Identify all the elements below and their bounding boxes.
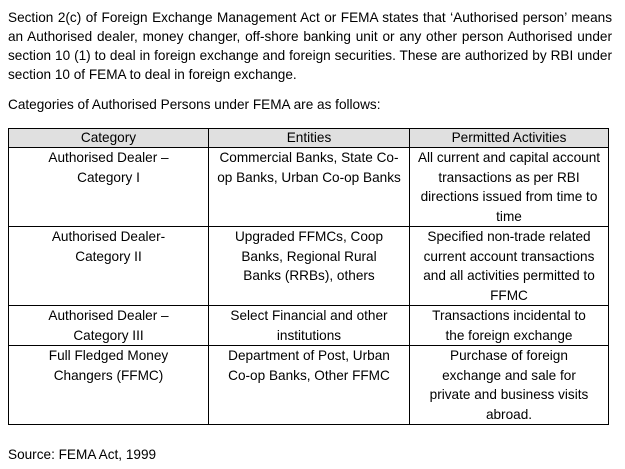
activities-cell: Specified non-trade related current account transactions and all activities permitted to FFMC [410,227,609,306]
header-category: Category [9,129,209,148]
entities-cell: Select Financial and other institutions [209,306,410,346]
table-header-row [9,129,609,148]
category-cell: Authorised Dealer – Category III [9,306,209,346]
activities-cell: Purchase of foreign exchange and sale for private and business visits abroad. [410,346,609,425]
category-cell: Authorised Dealer-Category II [9,227,209,306]
activities-cell: All current and capital account transactions as per RBI directions issued from time to time [410,148,609,227]
entities-cell: Upgraded FFMCs, Coop Banks, Regional Rural Banks (RRBs), others [209,227,410,306]
table-intro: Categories of Authorised Persons under FEMA are as follows: [8,97,381,112]
table-row [9,148,609,227]
table-row [9,306,609,346]
table-row [9,346,609,425]
category-cell: Authorised Dealer – Category I [9,148,209,227]
authorised-persons-table [8,128,609,425]
table-row [9,227,609,306]
intro-paragraph: Section 2(c) of Foreign Exchange Management Act or FEMA states that ‘Authorised person’ means an Authorised dealer, money changer, off-shore banking unit or any other person Authorised under section 10 (1) to deal in foreign exchange and foreign securities. These are authorized by RBI under section 10 of FEMA to deal in foreign exchange. [8,10,612,82]
activities-cell: Transactions incidental to the foreign exchange [410,306,609,346]
category-cell: Full Fledged Money Changers (FFMC) [9,346,209,425]
entities-cell: Department of Post, Urban Co-op Banks, Other FFMC [209,346,410,425]
header-permitted-activities: Permitted Activities [410,129,609,148]
entities-cell: Commercial Banks, State Co-op Banks, Urban Co-op Banks [209,148,410,227]
header-entities: Entities [209,129,410,148]
source-note: Source: FEMA Act, 1999 [8,447,157,462]
